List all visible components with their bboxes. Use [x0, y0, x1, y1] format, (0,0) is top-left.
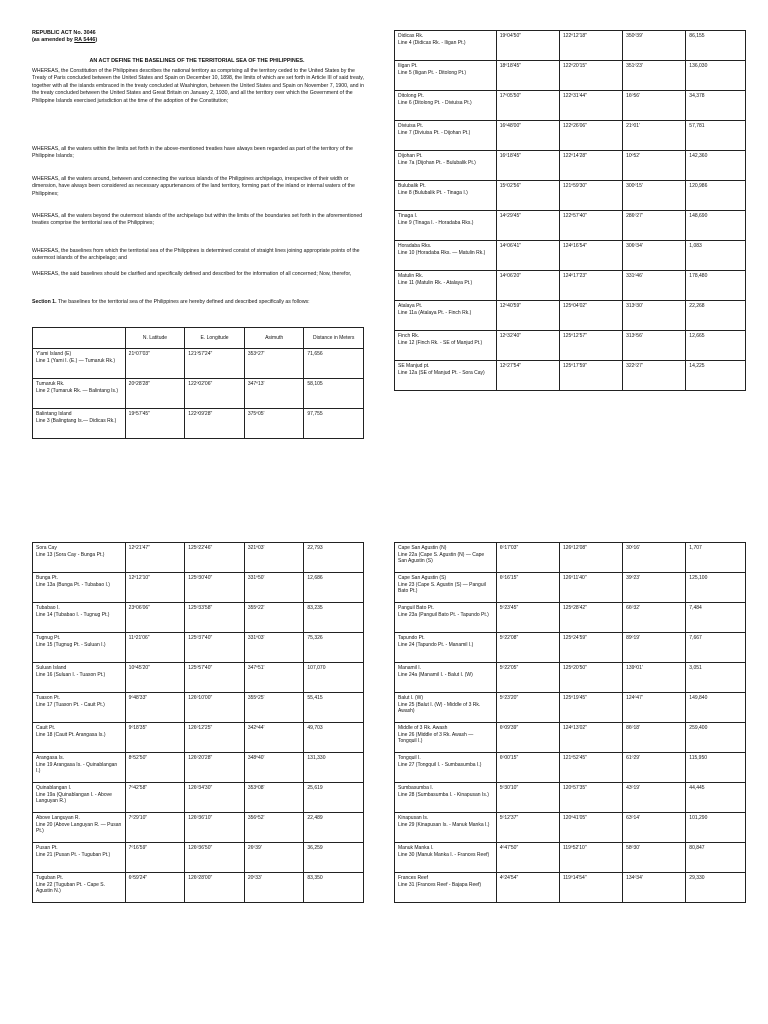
point-name-cell: Bunga Pt. Line 13a (Bunga Pt. - Tubabao I.): [33, 573, 126, 603]
longitude-cell: 126º36'50": [185, 843, 245, 873]
distance-cell: 3,051: [686, 663, 746, 693]
table-row: [395, 241, 746, 271]
distance-cell: 125,100: [686, 573, 746, 603]
header-latitude: N. Latitude: [125, 328, 185, 349]
longitude-cell: 126º12'25": [185, 723, 245, 753]
longitude-cell: 122º57'40": [559, 211, 622, 241]
latitude-cell: 11º21'06": [125, 633, 185, 663]
latitude-cell: 19º57'45": [125, 409, 185, 439]
point-name-cell: Arangasa Is. Line 19 Arangasa Is. - Quinablangan I.): [33, 753, 126, 783]
longitude-cell: 122º09'28": [185, 409, 245, 439]
latitude-cell: 9º48'33": [125, 693, 185, 723]
azimuth-cell: 356º52': [244, 813, 304, 843]
distance-cell: 120,986: [686, 181, 746, 211]
table-row: [395, 271, 746, 301]
longitude-cell: 126º20'28": [185, 753, 245, 783]
longitude-cell: 119º14'54": [559, 873, 622, 903]
latitude-cell: 5º30'10": [496, 783, 559, 813]
whereas-paragraph-1: WHEREAS, the Constitution of the Philippines describes the national territory as comprising all the territory ceded to the United States by the Treaty of Paris concluded between the United States and Spain on December 10, 1898, the limits of which are set forth in Article III of said treaty, together with all the islands embraced in the treaty concluded at Washington, between the United States and Spain on November 7, 1900, and in the treaty concluded between the United States and Great Britain on January 2, 1930, and all the territory over which the Government of the Philippine Islands exercised jurisdiction at the time of the adoption of the Constitution;: [32, 68, 365, 104]
point-name-cell: Tapundo Pt. Line 24 (Tapundo Pt. - Manamil I.): [395, 633, 497, 663]
azimuth-cell: 313º30': [623, 301, 686, 331]
table-row: [395, 331, 746, 361]
azimuth-cell: 16º56': [623, 91, 686, 121]
point-name-cell: Horadaba Rks. Line 10 (Horadaba Rks. — Matulin Rk.): [395, 241, 497, 271]
longitude-cell: 125º30'40": [185, 573, 245, 603]
latitude-cell: 9º18'35": [125, 723, 185, 753]
longitude-cell: 125º12'57": [559, 331, 622, 361]
point-name-cell: SE Manjud pt. Line 12a (SE of Manjud Pt. - Sora Cay): [395, 361, 497, 391]
latitude-cell: 6º00'15": [496, 753, 559, 783]
latitude-cell: 6º17'03": [496, 543, 559, 573]
header-distance: Distance in Meters: [304, 328, 364, 349]
azimuth-cell: 351º23': [623, 61, 686, 91]
longitude-cell: 126º36'10": [185, 813, 245, 843]
table-row: [33, 573, 364, 603]
latitude-cell: 4º24'54": [496, 873, 559, 903]
distance-cell: 34,378: [686, 91, 746, 121]
azimuth-cell: 39º23': [623, 573, 686, 603]
longitude-cell: 122º14'28": [559, 151, 622, 181]
longitude-cell: 125º04'02": [559, 301, 622, 331]
whereas-paragraph-5: WHEREAS, the baselines from which the territorial sea of the Philippines is determined consist of straight lines joining appropriate points of the outermost islands of the archipelago; and: [32, 248, 360, 262]
distance-cell: 75,326: [304, 633, 364, 663]
point-name-cell: Quinablangan I. Line 19a (Quinablangan I. - Above Languyan R.): [33, 783, 126, 813]
point-name-cell: Tubabao I. Line 14 (Tubabao I. - Tugnug Pt.): [33, 603, 126, 633]
distance-cell: 49,703: [304, 723, 364, 753]
distance-cell: 22,793: [304, 543, 364, 573]
latitude-cell: 10º45'20": [125, 663, 185, 693]
distance-cell: 57,781: [686, 121, 746, 151]
point-name-cell: Middle of 3 Rk. Awash Line 26 (Middle of 3 Rk. Awash — Tongquil I.): [395, 723, 497, 753]
table-row: [33, 693, 364, 723]
azimuth-cell: 58º30': [623, 843, 686, 873]
distance-cell: 25,619: [304, 783, 364, 813]
latitude-cell: 4º47'50": [496, 843, 559, 873]
longitude-cell: 125º33'58": [185, 603, 245, 633]
longitude-cell: 122º31'44": [559, 91, 622, 121]
azimuth-cell: 139º01': [623, 663, 686, 693]
latitude-cell: 12º21'47": [125, 543, 185, 573]
page-bottom-left: [0, 512, 384, 1024]
page-top-left: [0, 0, 384, 512]
act-number: REPUBLIC ACT No. 3046: [32, 30, 96, 36]
point-name-cell: Panguil Bato Pt. Line 23a (Panguil Bato Pt. - Tapundo Pt.): [395, 603, 497, 633]
table-row: [395, 31, 746, 61]
point-name-cell: Frances Reef Line 31 (Frances Reef - Bajapa Reef): [395, 873, 497, 903]
azimuth-cell: 353º27': [244, 349, 304, 379]
azimuth-cell: 348º40': [244, 753, 304, 783]
section-1-label: Section 1.: [32, 299, 57, 305]
point-name-cell: Matulin Rk. Line 11 (Matulin Rk. - Atalaya Pt.): [395, 271, 497, 301]
point-name-cell: Didicas Rk. Line 4 (Didicas Rk. - Iligan Pt.): [395, 31, 497, 61]
latitude-cell: 5º12'37": [496, 813, 559, 843]
section-1-paragraph: Section 1. The baselines for the territorial sea of the Philippines are hereby defined and described specifically as follows:: [32, 299, 310, 305]
point-name-cell: Tugnug Pt. Line 15 (Tugnug Pt. - Suluan I.): [33, 633, 126, 663]
distance-cell: 22,489: [304, 813, 364, 843]
distance-cell: 12,665: [686, 331, 746, 361]
point-name-cell: Manuk Manka I. Line 30 (Manuk Manka I. - Frances Reef): [395, 843, 497, 873]
table-row: [395, 783, 746, 813]
distance-cell: 71,656: [304, 349, 364, 379]
longitude-cell: 125º57'40": [185, 663, 245, 693]
point-name-cell: Dijohan Pt. Line 7a (Dijohan Pt. - Bulubalik Pt.): [395, 151, 497, 181]
latitude-cell: 18º18'45": [496, 61, 559, 91]
azimuth-cell: 26º39': [244, 843, 304, 873]
table-row: [395, 603, 746, 633]
point-name-cell: Cape San Agustin (N) Line 22a (Cape S. Agustin (N) — Cape San Agustin (S): [395, 543, 497, 573]
table-row: [395, 151, 746, 181]
distance-cell: 80,847: [686, 843, 746, 873]
latitude-cell: 5º22'08": [496, 633, 559, 663]
distance-cell: 83,235: [304, 603, 364, 633]
baselines-table-top-left: [32, 327, 364, 439]
azimuth-cell: 30º16': [623, 543, 686, 573]
header-azimuth: Asimuth: [244, 328, 304, 349]
azimuth-cell: 350º39': [623, 31, 686, 61]
table-row: [33, 543, 364, 573]
azimuth-cell: 342º44': [244, 723, 304, 753]
table-row: [33, 813, 364, 843]
point-name-cell: Diviuisa Pt. Line 7 (Diviuisa Pt. - Dijohan Pt.): [395, 121, 497, 151]
baselines-table-bottom-left: [32, 542, 364, 903]
point-name-cell: Sumbasumba I. Line 28 (Sumbasumba I. - Kinapusan Is.): [395, 783, 497, 813]
latitude-cell: 5º23'45": [496, 603, 559, 633]
azimuth-cell: 20º33': [244, 873, 304, 903]
azimuth-cell: 61º29': [623, 753, 686, 783]
latitude-cell: 12º27'54": [496, 361, 559, 391]
latitude-cell: 6º09'39": [496, 723, 559, 753]
longitude-cell: 124º13'02": [559, 723, 622, 753]
point-name-cell: Suluan Island Line 16 (Suluan I. - Tuason Pt.): [33, 663, 126, 693]
point-name-cell: Iligan Pt. Line 5 (Iligan Pt. - Ditolong Pt.): [395, 61, 497, 91]
latitude-cell: 7º29'10": [125, 813, 185, 843]
point-name-cell: Bulubalik Pt. Line 8 (Bulubalik Pt. - Tinaga I.): [395, 181, 497, 211]
azimuth-cell: 134º34': [623, 873, 686, 903]
longitude-cell: 122º20'15": [559, 61, 622, 91]
latitude-cell: 14º29'45": [496, 211, 559, 241]
latitude-cell: 5º22'05": [496, 663, 559, 693]
point-name-cell: Manamil I. Line 24a (Manamil I. - Balut I. (W): [395, 663, 497, 693]
distance-cell: 12,686: [304, 573, 364, 603]
longitude-cell: 125º17'59": [559, 361, 622, 391]
longitude-cell: 125º28'42": [559, 603, 622, 633]
distance-cell: 1,707: [686, 543, 746, 573]
table-row: [395, 633, 746, 663]
point-name-cell: Tinaga I. Line 9 (Tinaga I. - Horadaba Rks.): [395, 211, 497, 241]
distance-cell: 14,225: [686, 361, 746, 391]
act-title: AN ACT DEFINE THE BASELINES OF THE TERRITORIAL SEA OF THE PHILIPPINES.: [89, 58, 305, 64]
table-row: [395, 723, 746, 753]
longitude-cell: 125º20'50": [559, 663, 622, 693]
distance-cell: 148,690: [686, 211, 746, 241]
longitude-cell: 125º19'45": [559, 693, 622, 723]
latitude-cell: 7º16'59": [125, 843, 185, 873]
point-name-cell: Tuguban Pt. Line 22 (Tuguban Pt. - Cape S. Agustin N.): [33, 873, 126, 903]
azimuth-cell: 331º46': [623, 271, 686, 301]
azimuth-cell: 10º52': [623, 151, 686, 181]
table-row: [33, 753, 364, 783]
latitude-cell: 12º40'59": [496, 301, 559, 331]
distance-cell: 55,415: [304, 693, 364, 723]
table-row: [395, 543, 746, 573]
table-row: [395, 181, 746, 211]
azimuth-cell: 331º03': [244, 633, 304, 663]
longitude-cell: 124º16'54": [559, 241, 622, 271]
longitude-cell: 125º37'40": [185, 633, 245, 663]
whereas-paragraph-6: WHEREAS, the said baselines should be clarified and specifically defined and described for the information of all concerned; Now, therefor,: [32, 271, 352, 277]
latitude-cell: 20º28'28": [125, 379, 185, 409]
table-row: [33, 349, 364, 379]
distance-cell: 7,484: [686, 603, 746, 633]
table-row: [395, 843, 746, 873]
longitude-cell: 124º17'23": [559, 271, 622, 301]
baselines-table-bottom-right: [394, 542, 746, 903]
page-top-right: [384, 0, 768, 512]
table-row: [395, 693, 746, 723]
azimuth-cell: 322º27': [623, 361, 686, 391]
longitude-cell: 120º41'05": [559, 813, 622, 843]
latitude-cell: 14º06'41": [496, 241, 559, 271]
table-row: [33, 409, 364, 439]
azimuth-cell: 124º47': [623, 693, 686, 723]
distance-cell: 142,360: [686, 151, 746, 181]
point-name-cell: Ditolong Pt. Line 6 (Ditolong Pt. - Diviuisa Pt.): [395, 91, 497, 121]
point-name-cell: Tongquil I. Line 27 (Tongquil I. - Sumbasumba I.): [395, 753, 497, 783]
table-row: [33, 723, 364, 753]
whereas-paragraph-3: WHEREAS, all the waters around, between and connecting the various islands of the Philippines archipelago, irrespective of their width or dimension, have always been considered as necessary appurtenances of the land territory, forming part of the inland or internal waters of the Philippines;: [32, 176, 355, 197]
point-name-cell: Balintang Island Line 3 (Balingtang Is.— Didicas Rk.): [33, 409, 126, 439]
longitude-cell: 125º22'46": [185, 543, 245, 573]
distance-cell: 107,070: [304, 663, 364, 693]
table-row: [395, 61, 746, 91]
longitude-cell: 126º10'00": [185, 693, 245, 723]
amendment-link[interactable]: RA 5446: [74, 37, 96, 43]
latitude-cell: 16º48'00": [496, 121, 559, 151]
longitude-cell: 121º57'24": [185, 349, 245, 379]
distance-cell: 29,330: [686, 873, 746, 903]
table-row: [33, 379, 364, 409]
point-name-cell: Finch Rk. Line 12 (Finch Rk. - SE of Manjud Pt.): [395, 331, 497, 361]
longitude-cell: 126º34'30": [185, 783, 245, 813]
latitude-cell: 14º06'20": [496, 271, 559, 301]
point-name-cell: Tumaruk Rk. Line 2 (Tumaruk Rk. — Balintang Is.): [33, 379, 126, 409]
distance-cell: 44,445: [686, 783, 746, 813]
distance-cell: 22,268: [686, 301, 746, 331]
table-row: [395, 873, 746, 903]
point-name-cell: Tuason Pt. Line 17 (Tuason Pt. - Cauit Pt.): [33, 693, 126, 723]
azimuth-cell: 331º50': [244, 573, 304, 603]
latitude-cell: 23º06'06": [125, 603, 185, 633]
distance-cell: 86,155: [686, 31, 746, 61]
azimuth-cell: 63º14': [623, 813, 686, 843]
distance-cell: 97,755: [304, 409, 364, 439]
azimuth-cell: 43º19': [623, 783, 686, 813]
distance-cell: 83,350: [304, 873, 364, 903]
azimuth-cell: 375º05': [244, 409, 304, 439]
distance-cell: 7,667: [686, 633, 746, 663]
azimuth-cell: 321º03': [244, 543, 304, 573]
latitude-cell: 16º18'45": [496, 151, 559, 181]
point-name-cell: Sora Cay Line 13 (Sora Cay - Bunga Pt.): [33, 543, 126, 573]
header-longitude: E. Longitude: [185, 328, 245, 349]
longitude-cell: 126º28'00": [185, 873, 245, 903]
table-row: [33, 603, 364, 633]
amended-line: (as amended by RA 5446): [32, 37, 98, 43]
longitude-cell: 120º57'35": [559, 783, 622, 813]
table-row: [33, 873, 364, 903]
distance-cell: 149,840: [686, 693, 746, 723]
point-name-cell: Y'ami Island (E) Line 1 (Yami I. (E.) — Tumaruk Rk.): [33, 349, 126, 379]
point-name-cell: Kinapusan Is. Line 29 (Kinapusan Is. - Manuk Manka I.): [395, 813, 497, 843]
distance-cell: 115,950: [686, 753, 746, 783]
point-name-cell: Atalaya Pt. Line 11a (Atalaya Pt. - Finch Rk.): [395, 301, 497, 331]
latitude-cell: 12º12'10": [125, 573, 185, 603]
table-row: [33, 663, 364, 693]
azimuth-cell: 89º19': [623, 633, 686, 663]
page-bottom-right: [384, 512, 768, 1024]
point-name-cell: Balut I. (W) Line 25 (Balut I. (W) - Middle of 3 Rk. Awash): [395, 693, 497, 723]
azimuth-cell: 347º13': [244, 379, 304, 409]
azimuth-cell: 286º27': [623, 211, 686, 241]
longitude-cell: 121º59'30": [559, 181, 622, 211]
azimuth-cell: 313º56': [623, 331, 686, 361]
header-point: [33, 328, 126, 349]
distance-cell: 136,030: [686, 61, 746, 91]
azimuth-cell: 353º08': [244, 783, 304, 813]
table-row: [395, 301, 746, 331]
latitude-cell: 19º04'50": [496, 31, 559, 61]
latitude-cell: 15º02'56": [496, 181, 559, 211]
longitude-cell: 126º11'40": [559, 573, 622, 603]
point-name-cell: Above Languyan R. Line 20 (Above Languyan R. — Pusan Pt.): [33, 813, 126, 843]
table-row: [33, 843, 364, 873]
point-name-cell: Cauit Pt. Line 18 (Cauit Pt. Arangasa Is.): [33, 723, 126, 753]
azimuth-cell: 66º32': [623, 603, 686, 633]
distance-cell: 259,400: [686, 723, 746, 753]
point-name-cell: Pusan Pt. Line 21 (Pusan Pt. - Tuguban Pt.): [33, 843, 126, 873]
azimuth-cell: 21º01': [623, 121, 686, 151]
distance-cell: 178,480: [686, 271, 746, 301]
distance-cell: 101,290: [686, 813, 746, 843]
latitude-cell: 6º16'15": [496, 573, 559, 603]
table-row: [395, 361, 746, 391]
table-row: [395, 211, 746, 241]
azimuth-cell: 86º18': [623, 723, 686, 753]
azimuth-cell: 300º15': [623, 181, 686, 211]
longitude-cell: 122º12'18": [559, 31, 622, 61]
table-row: [33, 783, 364, 813]
distance-cell: 36,259: [304, 843, 364, 873]
table-row: [395, 121, 746, 151]
table-row: [395, 753, 746, 783]
azimuth-cell: 355º25': [244, 693, 304, 723]
latitude-cell: 12º32'40": [496, 331, 559, 361]
table-header-row: [33, 328, 364, 349]
distance-cell: 131,330: [304, 753, 364, 783]
azimuth-cell: 347º51': [244, 663, 304, 693]
act-heading: [32, 30, 97, 44]
longitude-cell: 126º12'08": [559, 543, 622, 573]
latitude-cell: 5º23'20": [496, 693, 559, 723]
azimuth-cell: 306º34': [623, 241, 686, 271]
longitude-cell: 119º52'10": [559, 843, 622, 873]
baselines-table-top-right: [394, 30, 746, 391]
table-row: [395, 813, 746, 843]
latitude-cell: 6º59'24": [125, 873, 185, 903]
latitude-cell: 17º05'50": [496, 91, 559, 121]
distance-cell: 58,105: [304, 379, 364, 409]
latitude-cell: 7º42'58": [125, 783, 185, 813]
distance-cell: 1,083: [686, 241, 746, 271]
whereas-paragraph-2: WHEREAS, all the waters within the limits set forth in the above-mentioned treaties have always been regarded as part of the territory of the Philippine Islands;: [32, 146, 353, 160]
longitude-cell: 125º24'59": [559, 633, 622, 663]
longitude-cell: 122º26'06": [559, 121, 622, 151]
table-row: [395, 91, 746, 121]
longitude-cell: 121º52'45": [559, 753, 622, 783]
table-row: [395, 573, 746, 603]
whereas-paragraph-4: WHEREAS, all the waters beyond the outermost islands of the archipelago but within the limits of the boundaries set forth in the aforementioned treaties comprise the territorial sea of the Philippines;: [32, 213, 363, 227]
table-row: [395, 663, 746, 693]
azimuth-cell: 355º22': [244, 603, 304, 633]
latitude-cell: 8º52'50": [125, 753, 185, 783]
latitude-cell: 21º07'03": [125, 349, 185, 379]
table-row: [33, 633, 364, 663]
longitude-cell: 122º02'06": [185, 379, 245, 409]
point-name-cell: Cape San Agustin (S) Line 23 (Cape S. Agustin (S) — Panguil Bato Pt.): [395, 573, 497, 603]
